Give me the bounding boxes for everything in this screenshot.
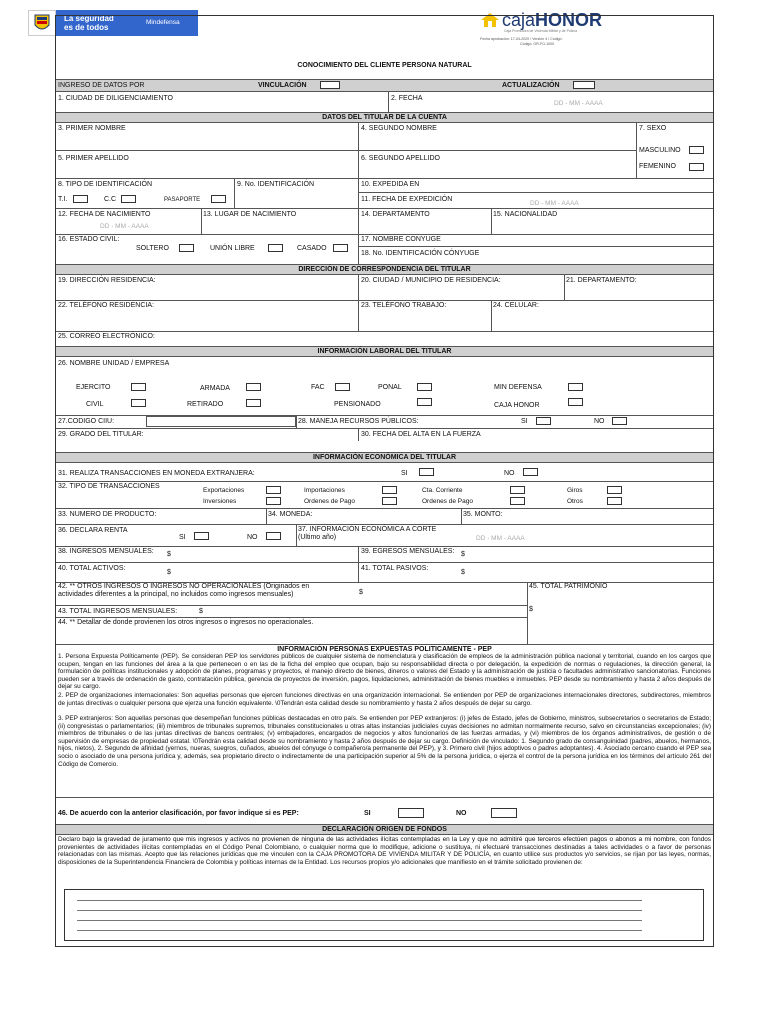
- actualizacion-label: ACTUALIZACIÓN: [502, 82, 560, 89]
- giros-checkbox[interactable]: [607, 486, 622, 494]
- field-id-conyuge[interactable]: 18. No. IDENTIFICACIÓN CÓNYUGE: [361, 250, 480, 257]
- field-departamento-residencia[interactable]: 21. DEPARTAMENTO:: [566, 277, 637, 284]
- form-container: [55, 15, 714, 947]
- caja-honor-label: CAJA HONOR: [494, 402, 540, 409]
- field-otros-ingresos: 42. ** OTROS INGRESOS O INGRESOS NO OPERACIONALES (Originados en: [58, 583, 310, 590]
- ordenes-pago-2-label: Ordenes de Pago: [422, 498, 473, 505]
- ti-label: T.I.: [58, 196, 68, 203]
- field-direccion-residencia[interactable]: 19. DIRECCIÓN RESIDENCIA:: [58, 277, 156, 284]
- field-fecha[interactable]: 2. FECHA: [391, 95, 423, 102]
- egresos-currency: $: [461, 551, 465, 558]
- gov-logo-line2: es de todos: [64, 23, 109, 32]
- field-segundo-nombre[interactable]: 4. SEGUNDO NOMBRE: [361, 125, 437, 132]
- renta-no-label: NO: [247, 534, 258, 541]
- caja-logo-a: caja: [502, 10, 536, 30]
- masculino-checkbox[interactable]: [689, 146, 704, 154]
- pep-paragraph-1: 1. Persona Expuesta Políticamente (PEP). Se consideran PEP los servidores públicos de cualquier sistema de nomenclatura y clasificación de empleos de la administración pública nacional y territorial, cuando en los cargos que ocupen, tengan en las funciones del área a la que pertenecen o en las de la ficha del empleo que ocupan, bajo su responsabilidad directa o por delegación, la expedición de normas o regulaciones, la dirección general, la formulación de políticas institucionales y adopción de planes, programas y proyectos, el manejo directo de bienes, dineros o valores del Estado y la administración de justicia o facultades administrativo sancionatorias. Funciones pueden ser a través de ordenación de gasto, contratación pública, gerencia de proyectos de inversión, pagos, liquidaciones, administración de bienes muebles e inmuebles. PEP desde su nombramiento y hasta 2 años después de dejar su cargo.: [58, 653, 711, 691]
- gov-logo-line1: La seguridad: [64, 14, 114, 23]
- cc-label: C.C: [104, 196, 117, 203]
- field-fecha-alta[interactable]: 30. FECHA DEL ALTA EN LA FUERZA: [361, 431, 481, 438]
- field-telefono-trabajo[interactable]: 23. TELÉFONO TRABAJO:: [361, 302, 447, 309]
- field-numero-identificacion[interactable]: 9. No. IDENTIFICACIÓN: [237, 181, 315, 188]
- actualizacion-checkbox[interactable]: [573, 81, 595, 89]
- field-departamento-nacimiento[interactable]: 14. DEPARTAMENTO: [361, 211, 430, 218]
- moneda-si-label: SI: [401, 470, 408, 477]
- field-tipo-identificacion: 8. TIPO DE IDENTIFICACIÓN: [58, 181, 152, 188]
- cta-corriente-checkbox[interactable]: [510, 486, 525, 494]
- field-segundo-apellido[interactable]: 6. SEGUNDO APELLIDO: [361, 155, 440, 162]
- origen-fondos-input[interactable]: [64, 889, 704, 941]
- union-libre-checkbox[interactable]: [268, 244, 283, 252]
- pep-paragraph-3: 3. PEP extranjeros: Son aquellas personas que desempeñan funciones públicas destacadas en otro país. Se entienden por PEP extranjeros: (i) jefes de Estado, jefes de Gobierno, ministros, subsecretarios o secretarios de Estado; (ii) congresistas o parlamentarios; (iii) miembros de tribunales supremos, tribunales constitucionales u otras altas instancias judiciales cuyas decisiones no admitan normalmente recurso, salvo en circunstancias excepcionales; (iv) miembros de tribunales o de las juntas directivas de bancos centrales; (v) embajadores, encargados de negocios y altos funcionarios de las fuerzas armadas, y (vi) miembros de los órganos administrativos, de gestión o de supervisión de empresas de propiedad estatal. \0Tendrán esta calidad desde su nombramiento y hasta 2 años después de dejar su cargo. Definición de vinculado: 1. Segundo grado de consanguinidad (padres, abuelos, hermanos, hijos, nietos), 2. Segundo de afinidad (yernos, nueras, suegros, cuñados, abuelos del cónyuge o compañero/a permanente del PEP), y 3. Primero civil (hijos adoptivos o padres adoptantes). 4. Asociado cercano cuando el PEP sea socio o asociado de una persona jurídica y, además, sea propietario directo o indirectamente de una participación superior al 5% de la persona jurídica, o ejerza el control de la persona jurídica en los términos del artículo 261 del Código de Comercio.: [58, 715, 711, 768]
- field-celular[interactable]: 24. CELULAR:: [493, 302, 539, 309]
- ordenes-pago-1-label: Ordenes de Pago: [304, 498, 355, 505]
- fondos-paragraph: Declaro bajo la gravedad de juramento que mis ingresos y activos no provienen de ninguna de las actividades ilícitas contempladas en la Ley y que no admitiré que terceros efectúen pagos o abonos a mi nombre, con fondos provenientes de actividades ilícitas contempladas en el Código Penal Colombiano, o cualquier norma que lo modifique, adicione o sustituya, ni efectuaré transacciones destinadas a tales actividades o a favor de personas relacionadas con las mismas. Acepto que las relaciones jurídicas que me vinculen con la CAJA PROMOTORA DE VIVIENDA MILITAR Y DE POLICÍA, en cuanto utilice sus productos y/o servicios, se rijan por las leyes, normas, disposiciones de la Superintendencia Financiera de Colombia y políticas internas de la Entidad. Los recursos propios y/o adicionales que manifiesto en el trámite solicitado provienen de:: [58, 836, 711, 866]
- field-estado-civil: 16. ESTADO CIVIL:: [58, 236, 120, 243]
- info-economica-sub: (Ultimo año): [298, 534, 337, 541]
- patrimonio-currency: $: [529, 606, 533, 613]
- form-title: CONOCIMIENTO DEL CLIENTE PERSONA NATURAL: [297, 62, 472, 69]
- ingreso-label: INGRESO DE DATOS POR: [58, 82, 145, 89]
- renta-si-checkbox[interactable]: [194, 532, 209, 540]
- armada-label: ARMADA: [200, 385, 230, 392]
- exportaciones-label: Exportaciones: [203, 487, 245, 494]
- importaciones-label: Importaciones: [304, 487, 345, 494]
- otros-ingresos-currency: $: [359, 589, 363, 596]
- min-defensa-label: MIN DEFENSA: [494, 384, 542, 391]
- ordenes-pago-2-checkbox[interactable]: [510, 497, 525, 505]
- recursos-si-label: SI: [521, 418, 528, 425]
- field-grado-titular[interactable]: 29. GRADO DEL TITULAR:: [58, 431, 144, 438]
- field-telefono-residencia[interactable]: 22. TELÉFONO RESIDENCIA:: [58, 302, 154, 309]
- giros-label: Giros: [567, 487, 583, 494]
- pasaporte-label: PASAPORTE: [164, 197, 201, 203]
- soltero-label: SOLTERO: [136, 245, 169, 252]
- vinculacion-checkbox[interactable]: [320, 81, 340, 89]
- section-fondos: DECLARACIÓN ORIGEN DE FONDOS: [56, 824, 713, 835]
- vinculacion-label: VINCULACIÓN: [258, 82, 307, 89]
- activos-currency: $: [167, 569, 171, 576]
- field-fecha-expedicion[interactable]: 11. FECHA DE EXPEDICIÓN: [361, 196, 453, 203]
- masculino-label: MASCULINO: [639, 147, 681, 154]
- otros-checkbox[interactable]: [607, 497, 622, 505]
- pasaporte-checkbox[interactable]: [211, 195, 226, 203]
- civil-label: CIVIL: [86, 401, 104, 408]
- cc-checkbox[interactable]: [121, 195, 136, 203]
- pep-si-checkbox[interactable]: [398, 808, 424, 818]
- armada-checkbox[interactable]: [246, 383, 261, 391]
- ti-checkbox[interactable]: [73, 195, 88, 203]
- renta-no-checkbox[interactable]: [266, 532, 281, 540]
- field-primer-apellido[interactable]: 5. PRIMER APELLIDO: [58, 155, 129, 162]
- exportaciones-checkbox[interactable]: [266, 486, 281, 494]
- ejercito-label: EJERCITO: [76, 384, 111, 391]
- inversiones-checkbox[interactable]: [266, 497, 281, 505]
- field-moneda[interactable]: 34. MONEDA:: [268, 511, 313, 518]
- caja-honor-checkbox[interactable]: [568, 398, 583, 406]
- caja-logo-subtitle: Caja Promotora de Vivienda Militar y de Policía: [504, 29, 578, 33]
- pasivos-currency: $: [461, 569, 465, 576]
- ponal-label: PONAL: [378, 384, 402, 391]
- field-numero-producto[interactable]: 33. NUMERO DE PRODUCTO:: [58, 511, 157, 518]
- field-nombre-unidad[interactable]: 26. NOMBRE UNIDAD / EMPRESA: [58, 360, 170, 367]
- field-declara-renta: 36. DECLARA RENTA: [58, 527, 128, 534]
- pensionado-checkbox[interactable]: [417, 398, 432, 406]
- field-egresos-mensuales[interactable]: 39. EGRESOS MENSUALES:: [361, 548, 455, 555]
- field-ciudad-diligenciamiento[interactable]: 1. CIUDAD DE DILIGENCIAMIENTO: [58, 95, 174, 102]
- field-ingresos-mensuales[interactable]: 38. INGRESOS MENSUALES:: [58, 548, 154, 555]
- moneda-no-label: NO: [504, 470, 515, 477]
- field-detalle-otros-ingresos[interactable]: 44. ** Detallar de donde provienen los otros ingresos o ingresos no operacionales.: [58, 619, 314, 626]
- pep-paragraph-2: 2. PEP de organizaciones internacionales: Son aquellas personas que ejercen funciones directivas en una organización internacional. Se entienden por PEP de organizaciones internacionales directores, subdirectores, miembros de juntas directivas o cualquier persona que ejerza una función equivalente. \0Tendrán esta calidad desde su nombramiento y hasta 2 años después de dejar su cargo.: [58, 692, 711, 707]
- codigo-ciiu-input[interactable]: [146, 416, 296, 427]
- caja-logo-b: HONOR: [535, 10, 603, 30]
- ingresos-currency: $: [167, 551, 171, 558]
- fac-checkbox[interactable]: [335, 383, 350, 391]
- femenino-label: FEMENINO: [639, 163, 676, 170]
- ordenes-pago-1-checkbox[interactable]: [382, 497, 397, 505]
- importaciones-checkbox[interactable]: [382, 486, 397, 494]
- field-total-ingresos[interactable]: 43. TOTAL INGRESOS MENSUALES:: [58, 608, 178, 615]
- field-correo[interactable]: 25. CORREO ELECTRÓNICO:: [58, 333, 155, 340]
- inversiones-label: Inversiones: [203, 498, 237, 505]
- fecha-nacimiento-placeholder: DD - MM - AAAA: [100, 223, 149, 230]
- cta-corriente-label: Cta. Corriente: [422, 487, 463, 494]
- fecha-placeholder: DD - MM - AAAA: [554, 100, 603, 107]
- section-pep: INFORMACIÓN PERSONAS EXPUESTAS POLITICAMENTE - PEP: [56, 644, 713, 655]
- ejercito-checkbox[interactable]: [131, 383, 146, 391]
- otros-label: Otros: [567, 498, 583, 505]
- recursos-no-checkbox[interactable]: [612, 417, 627, 425]
- coat-of-arms-icon: [28, 10, 56, 36]
- soltero-checkbox[interactable]: [179, 244, 194, 252]
- pep-si-label: SI: [364, 810, 371, 817]
- field-lugar-nacimiento[interactable]: 13. LUGAR DE NACIMIENTO: [203, 211, 297, 218]
- field-monto[interactable]: 35. MONTO:: [463, 511, 503, 518]
- ponal-checkbox[interactable]: [417, 383, 432, 391]
- recursos-no-label: NO: [594, 418, 605, 425]
- field-total-patrimonio[interactable]: 45. TOTAL PATRIMONIO: [529, 583, 608, 590]
- moneda-no-checkbox[interactable]: [523, 468, 538, 476]
- field-expedida-en[interactable]: 10. EXPEDIDA EN: [361, 181, 420, 188]
- pep-no-label: NO: [456, 810, 467, 817]
- field-total-pasivos[interactable]: 41. TOTAL PASIVOS:: [361, 565, 429, 572]
- pensionado-label: PENSIONADO: [334, 401, 381, 408]
- form-code-1: Fecha aprobación: 17-04-2020 / Versión 4 / Código:: [480, 37, 563, 41]
- union-libre-label: UNIÓN LIBRE: [210, 245, 255, 252]
- field-moneda-extranjera: 31. REALIZA TRANSACCIONES EN MONEDA EXTRANJERA:: [58, 470, 255, 477]
- field-es-pep: 46. De acuerdo con la anterior clasificación, por favor indique si es PEP:: [58, 810, 299, 817]
- casado-label: CASADO: [297, 245, 327, 252]
- field-fecha-nacimiento[interactable]: 12. FECHA DE NACIMIENTO: [58, 211, 151, 218]
- section-datos-titular: DATOS DEL TITULAR DE LA CUENTA: [56, 112, 713, 123]
- field-tipo-transacciones: 32. TIPO DE TRANSACCIONES: [58, 483, 160, 490]
- casado-checkbox[interactable]: [333, 244, 348, 252]
- field-nombre-conyuge[interactable]: 17. NOMBRE CONYUGE: [361, 236, 441, 243]
- field-total-activos[interactable]: 40. TOTAL ACTIVOS:: [58, 565, 126, 572]
- section-laboral: INFORMACIÓN LABORAL DEL TITULAR: [56, 346, 713, 357]
- field-recursos-publicos: 28. MANEJA RECURSOS PÚBLICOS:: [298, 418, 419, 425]
- femenino-checkbox[interactable]: [689, 163, 704, 171]
- min-defensa-checkbox[interactable]: [568, 383, 583, 391]
- form-code-2: Código: GR-FO-1000: [520, 42, 555, 46]
- field-codigo-ciiu: 27.CODIGO CIIU:: [58, 418, 115, 425]
- fecha-expedicion-placeholder: DD - MM - AAAA: [530, 200, 579, 207]
- fac-label: FAC: [311, 384, 325, 391]
- field-sexo: 7. SEXO: [639, 125, 667, 132]
- retirado-label: RETIRADO: [187, 401, 224, 408]
- field-ciudad-residencia[interactable]: 20. CIUDAD / MUNICIPIO DE RESIDENCIA:: [361, 277, 501, 284]
- field-info-economica-corte: 37. INFORMACIÓN ECONÓMICA A CORTE: [298, 526, 437, 533]
- section-correspondencia: DIRECCIÓN DE CORRESPONDENCIA DEL TITULAR: [56, 264, 713, 275]
- field-primer-nombre[interactable]: 3. PRIMER NOMBRE: [58, 125, 126, 132]
- ingreso-row: [56, 79, 713, 92]
- gov-logo-ministry: Mindefensa: [146, 19, 180, 26]
- corte-placeholder: DD - MM - AAAA: [476, 535, 525, 542]
- pep-no-checkbox[interactable]: [491, 808, 517, 818]
- field-nacionalidad[interactable]: 15. NACIONALIDAD: [493, 211, 558, 218]
- recursos-si-checkbox[interactable]: [536, 417, 551, 425]
- civil-checkbox[interactable]: [131, 399, 146, 407]
- otros-ingresos-desc: actividades diferentes a la principal, no incluidos como ingresos mensuales): [58, 591, 294, 598]
- renta-si-label: SI: [179, 534, 186, 541]
- moneda-si-checkbox[interactable]: [419, 468, 434, 476]
- total-ingresos-currency: $: [199, 608, 203, 615]
- retirado-checkbox[interactable]: [246, 399, 261, 407]
- section-economica: INFORMACIÓN ECONÓMICA DEL TITULAR: [56, 452, 713, 463]
